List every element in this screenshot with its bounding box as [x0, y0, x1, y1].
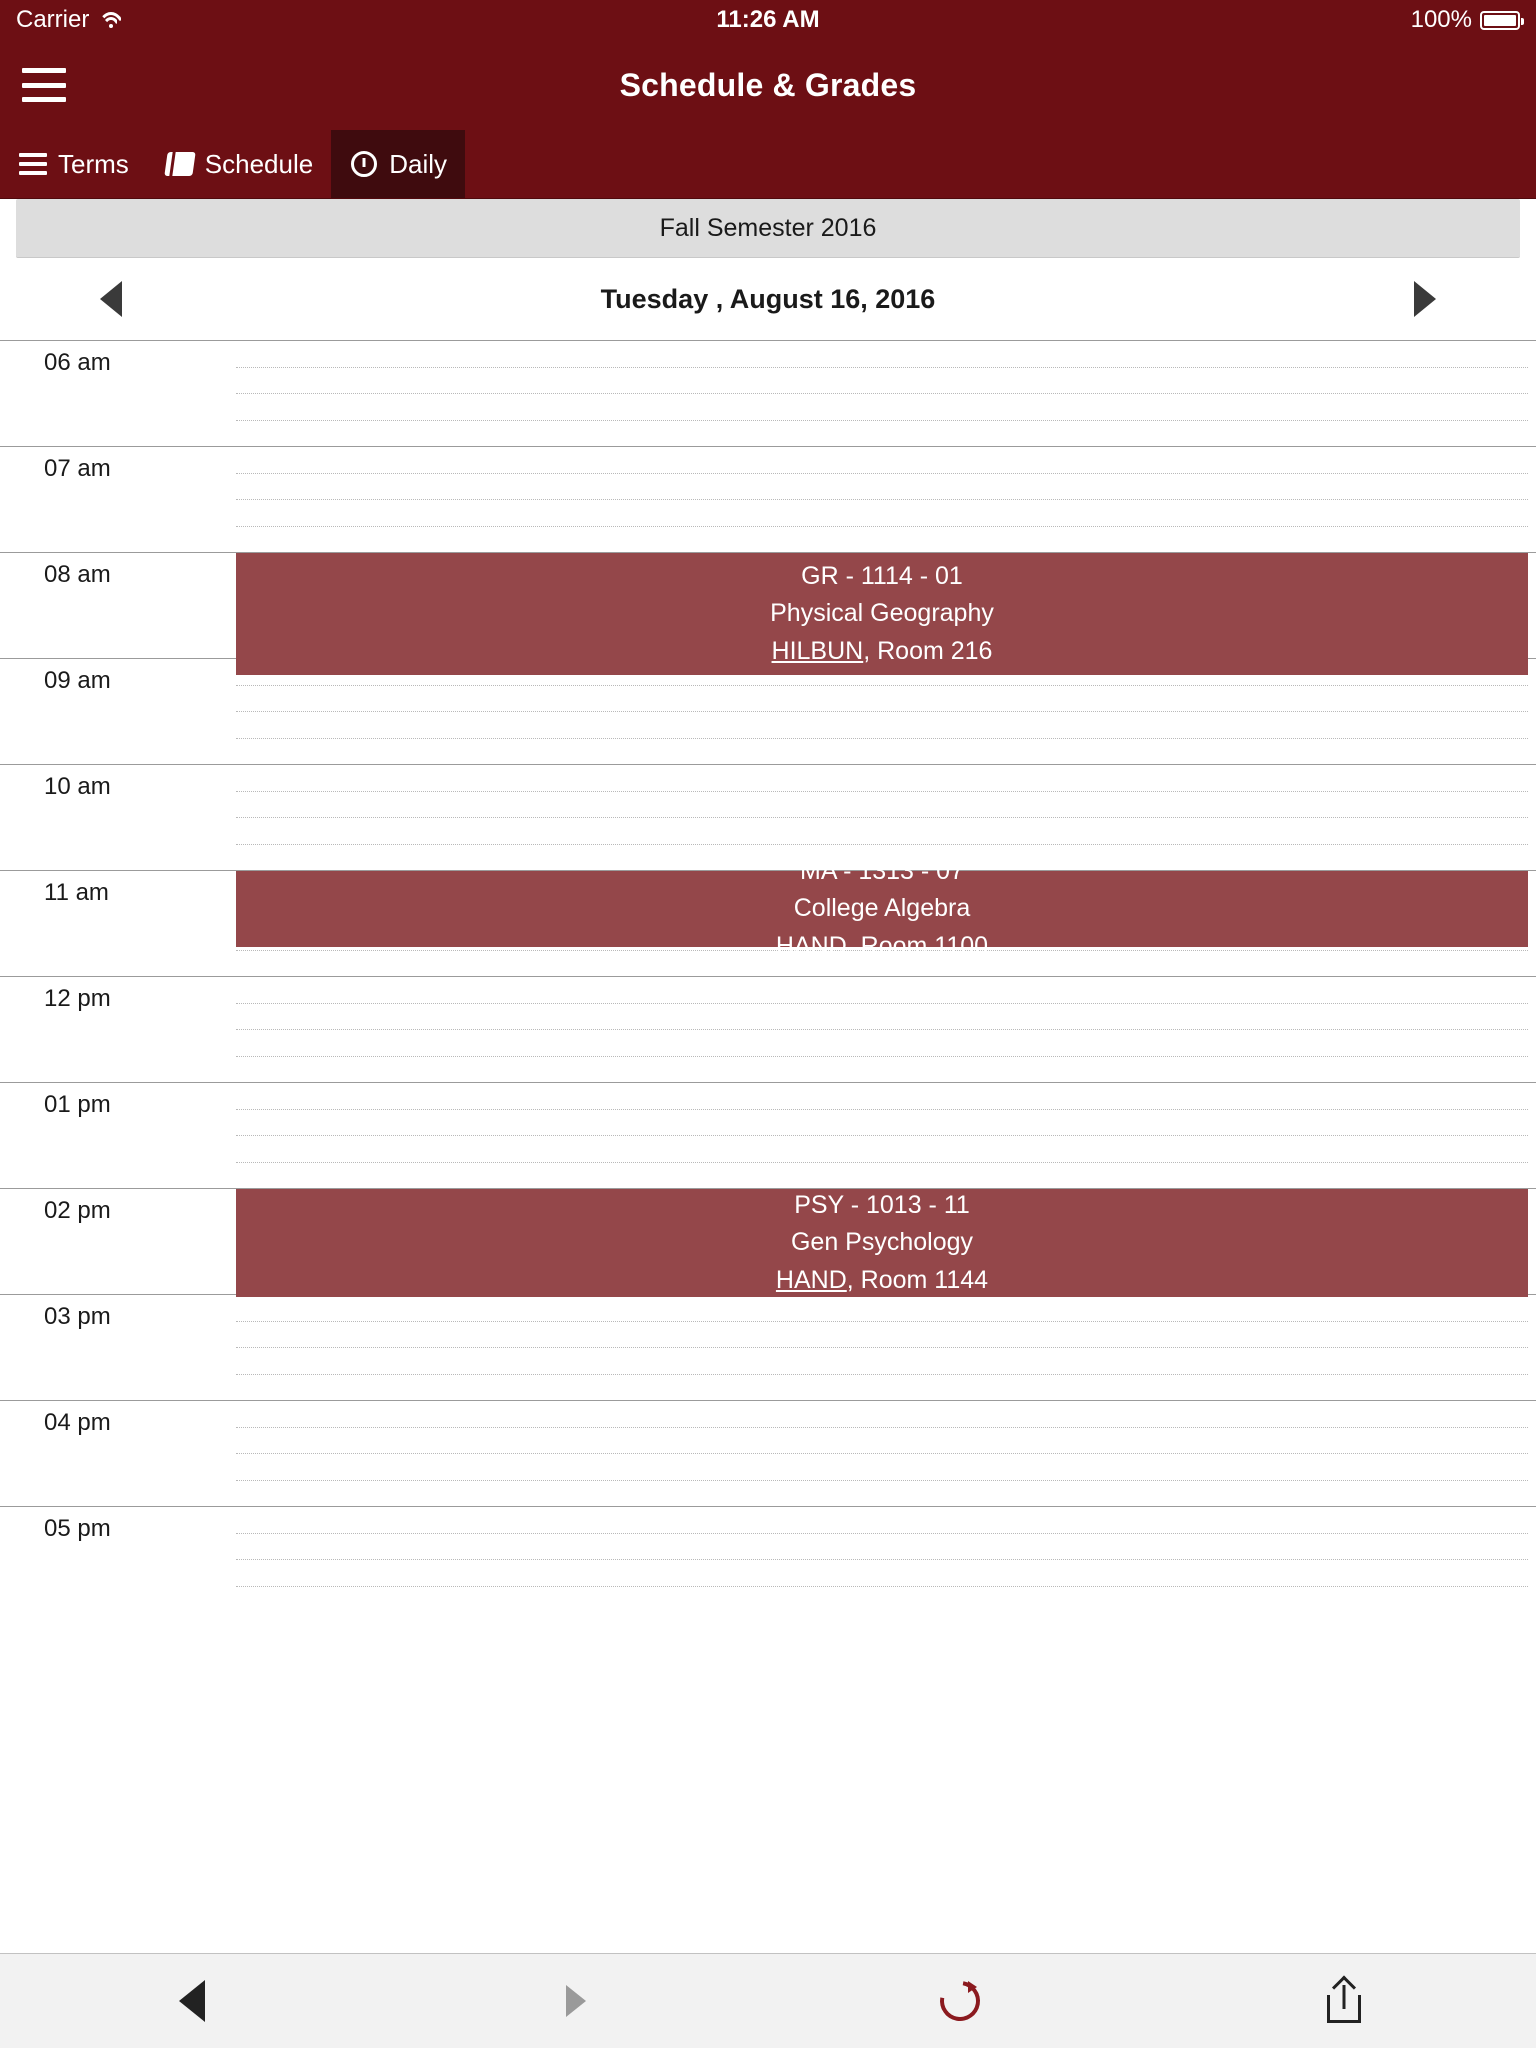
list-icon — [18, 149, 48, 179]
half-hour-divider — [236, 1321, 1528, 1322]
hour-row — [0, 1400, 1536, 1506]
date-navigator — [0, 258, 1536, 340]
half-hour-divider — [236, 1003, 1528, 1004]
event-room: , Room 1144 — [846, 1265, 989, 1294]
half-hour-divider — [236, 1135, 1528, 1136]
half-hour-divider — [236, 1347, 1528, 1348]
status-time: 11:26 AM — [716, 6, 820, 33]
event-location — [772, 638, 993, 666]
browser-toolbar — [0, 1953, 1536, 2048]
hour-label: 02 pm — [44, 1197, 111, 1224]
hour-label: 12 pm — [44, 985, 111, 1012]
hour-row — [0, 1082, 1536, 1188]
half-hour-divider — [236, 367, 1528, 368]
event-building-link[interactable]: HAND — [775, 1265, 847, 1294]
semester-banner: Fall Semester 2016 — [16, 199, 1520, 258]
half-hour-divider — [236, 526, 1528, 527]
battery-percent-label: 100% — [1410, 6, 1472, 33]
event-course-code: PSY - 1013 - 11 — [794, 1190, 970, 1219]
hour-label: 06 am — [44, 349, 111, 376]
hour-label: 03 pm — [44, 1303, 111, 1330]
hour-row — [0, 446, 1536, 552]
hour-label: 10 am — [44, 773, 111, 800]
tab-schedule[interactable] — [147, 130, 331, 198]
hour-row — [0, 1506, 1536, 1612]
half-hour-divider — [236, 1533, 1528, 1534]
hour-row — [0, 340, 1536, 446]
half-hour-divider — [236, 1586, 1528, 1587]
tab-daily-label: Daily — [389, 148, 447, 179]
share-icon — [1327, 1979, 1361, 2023]
hour-label: 05 pm — [44, 1515, 111, 1542]
half-hour-divider — [236, 791, 1528, 792]
page-title: Schedule & Grades — [619, 66, 917, 103]
nav-bar — [0, 40, 1536, 130]
hour-label: 07 am — [44, 455, 111, 482]
half-hour-divider — [236, 1453, 1528, 1454]
hour-row — [0, 976, 1536, 1082]
tab-terms[interactable] — [0, 130, 147, 198]
forward-triangle-icon — [566, 1985, 586, 2017]
current-date-label: Tuesday , August 16, 2016 — [600, 283, 936, 314]
half-hour-divider — [236, 1427, 1528, 1428]
half-hour-divider — [236, 420, 1528, 421]
triangle-left-icon[interactable] — [100, 281, 122, 317]
status-bar — [0, 0, 1536, 40]
section-toolbar — [0, 130, 1536, 199]
tab-terms-label: Terms — [58, 148, 129, 179]
schedule-event[interactable] — [236, 553, 1528, 675]
event-course-title: Gen Psychology — [790, 1228, 974, 1257]
battery-icon — [1480, 11, 1520, 30]
schedule-event[interactable] — [236, 856, 1528, 960]
event-room: , Room 1100 — [846, 931, 989, 960]
forward-button[interactable] — [384, 1985, 768, 2017]
carrier-label: Carrier — [16, 6, 90, 33]
event-course-title: College Algebra — [793, 894, 971, 923]
half-hour-divider — [236, 499, 1528, 500]
day-grid[interactable] — [0, 340, 1536, 1953]
event-building-link[interactable]: HAND — [775, 931, 847, 960]
hour-label: 08 am — [44, 561, 111, 588]
tab-daily[interactable] — [331, 130, 465, 198]
event-building-link[interactable]: HILBUN — [771, 636, 864, 665]
schedule-event[interactable] — [236, 1189, 1528, 1297]
event-location — [776, 1267, 988, 1295]
share-button[interactable] — [1152, 1979, 1536, 2023]
hour-label: 09 am — [44, 667, 111, 694]
half-hour-divider — [236, 711, 1528, 712]
half-hour-divider — [236, 1109, 1528, 1110]
clock-icon — [349, 149, 379, 179]
event-room: , Room 216 — [863, 636, 993, 665]
event-location — [776, 933, 988, 961]
hour-label: 04 pm — [44, 1409, 111, 1436]
triangle-right-icon[interactable] — [1414, 281, 1436, 317]
event-course-code: GR - 1114 - 01 — [801, 561, 963, 590]
half-hour-divider — [236, 1056, 1528, 1057]
book-icon — [165, 149, 195, 179]
half-hour-divider — [236, 817, 1528, 818]
half-hour-divider — [236, 685, 1528, 686]
day-grid-inner — [0, 340, 1536, 1612]
hour-row — [0, 1294, 1536, 1400]
hour-row — [0, 764, 1536, 870]
event-course-code: MA - 1313 - 07 — [800, 856, 964, 885]
half-hour-divider — [236, 1480, 1528, 1481]
tab-schedule-label: Schedule — [204, 148, 314, 179]
half-hour-divider — [236, 473, 1528, 474]
half-hour-divider — [236, 1374, 1528, 1375]
event-course-title: Physical Geography — [770, 599, 994, 628]
reload-icon — [940, 1981, 980, 2021]
half-hour-divider — [236, 844, 1528, 845]
half-hour-divider — [236, 1162, 1528, 1163]
half-hour-divider — [236, 1559, 1528, 1560]
back-triangle-icon — [179, 1980, 205, 2022]
half-hour-divider — [236, 393, 1528, 394]
half-hour-divider — [236, 738, 1528, 739]
back-button[interactable] — [0, 1980, 384, 2022]
half-hour-divider — [236, 1029, 1528, 1030]
hour-label: 01 pm — [44, 1091, 111, 1118]
hour-label: 11 am — [44, 879, 109, 906]
reload-button[interactable] — [768, 1981, 1152, 2021]
